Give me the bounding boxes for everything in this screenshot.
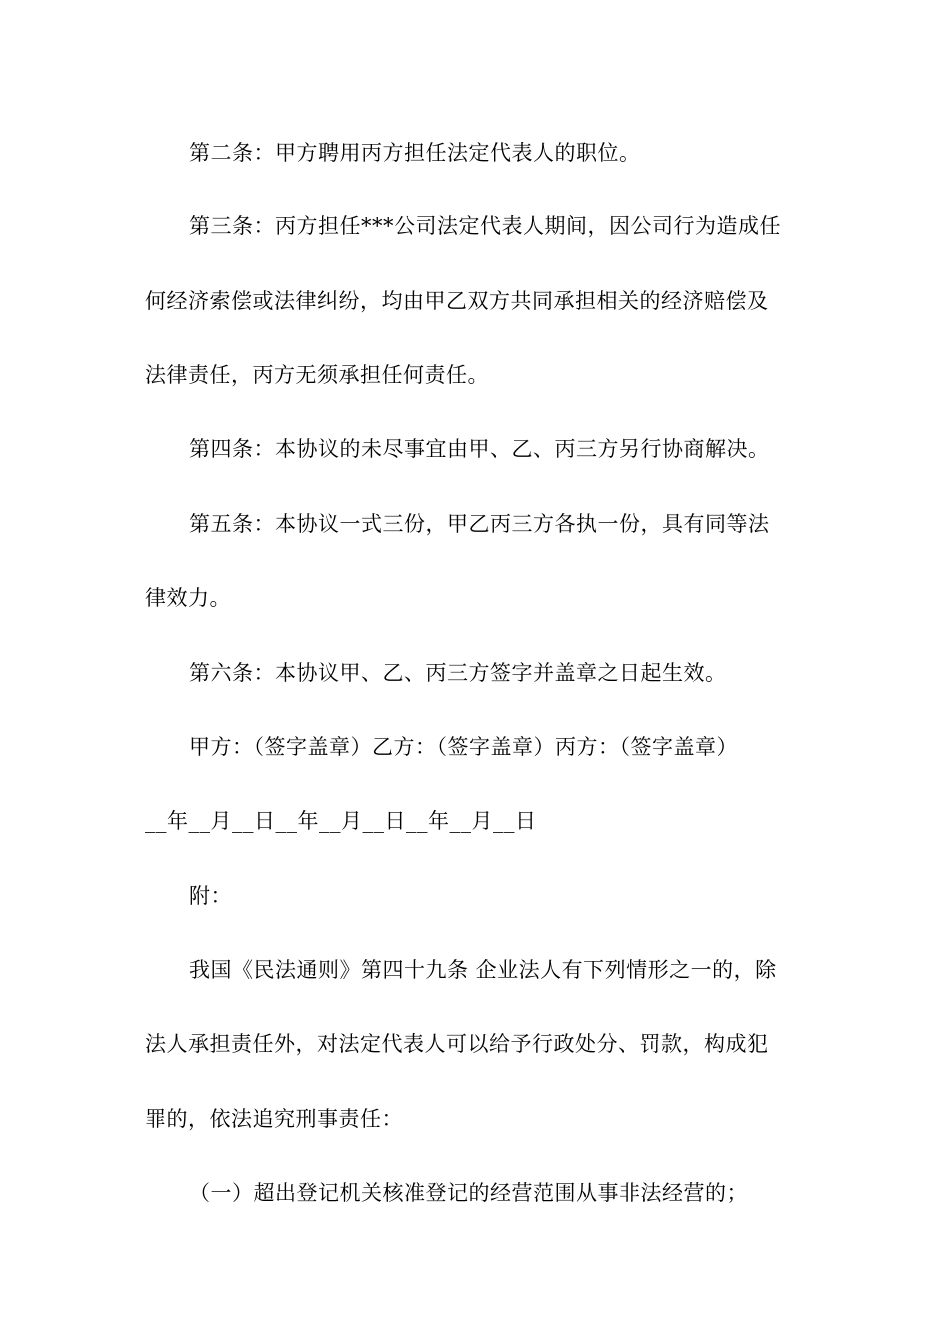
article-5-line-2: 律效力。	[145, 586, 231, 610]
article-3-line-2: 何经济索偿或法律纠纷，均由甲乙双方共同承担相关的经济赔偿及	[145, 289, 769, 313]
date-line: __年__月__日__年__月__日__年__月__日	[145, 809, 537, 833]
appendix-line-3: 罪的，依法追究刑事责任：	[145, 1107, 403, 1131]
article-6-line: 第六条：本协议甲、乙、丙三方签字并盖章之日起生效。	[189, 661, 727, 685]
article-2-line: 第二条：甲方聘用丙方担任法定代表人的职位。	[189, 141, 641, 165]
article-4-line: 第四条：本协议的未尽事宜由甲、乙、丙三方另行协商解决。	[189, 437, 770, 461]
signature-line: 甲方：（签字盖章）乙方：（签字盖章）丙方：（签字盖章）	[189, 735, 738, 759]
appendix-heading: 附：	[189, 884, 232, 908]
appendix-line-1: 我国《民法通则》第四十九条 企业法人有下列情形之一的，除	[189, 958, 777, 982]
appendix-item-1: （一）超出登记机关核准登记的经营范围从事非法经营的；	[189, 1181, 748, 1205]
article-5-line-1: 第五条：本协议一式三份，甲乙丙三方各执一份，具有同等法	[189, 512, 770, 536]
article-3-line-1: 第三条：丙方担任***公司法定代表人期间，因公司行为造成任	[189, 214, 781, 238]
article-3-line-3: 法律责任，丙方无须承担任何责任。	[145, 363, 489, 387]
appendix-line-2: 法人承担责任外，对法定代表人可以给予行政处分、罚款，构成犯	[145, 1032, 769, 1056]
